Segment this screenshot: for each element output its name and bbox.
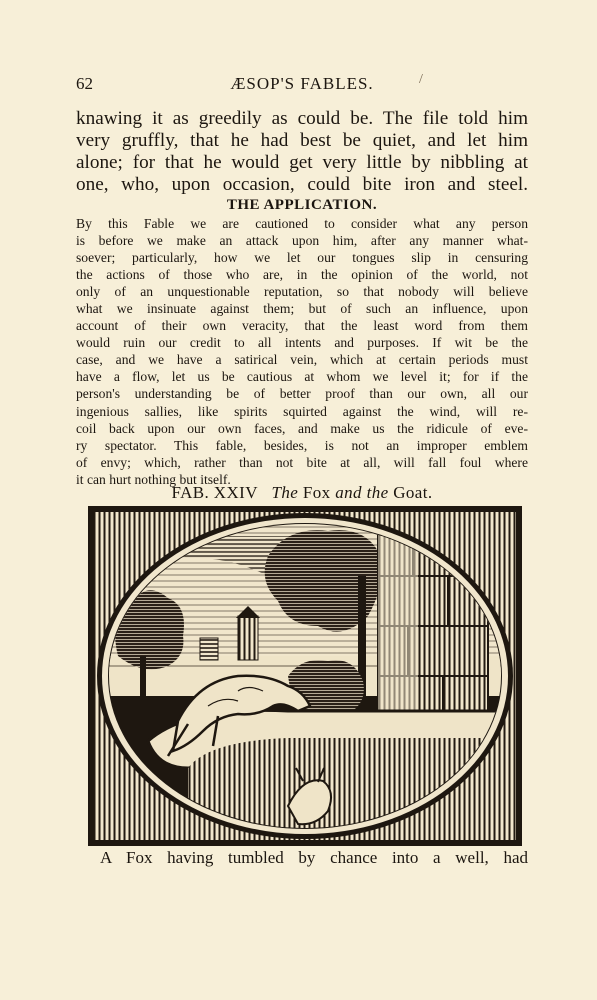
text-line: ingenious sallies, like spirits squirted against the wind, will re- [76, 403, 528, 419]
text-line: the actions of those who are, in the opinion of the world, not [76, 267, 528, 283]
text-line: of envy; which, rather than not bite at all, will fall foul where [76, 454, 528, 470]
fable-title-the: The [271, 483, 299, 502]
application-heading: THE APPLICATION. [226, 197, 378, 213]
text-line: ry spectator. This fable, besides, is not an improper emblem [76, 437, 528, 453]
fable-title-and-the: and the [335, 483, 389, 502]
ink-mark: / [419, 72, 423, 87]
text-line: person's understanding be of better proof than our own, all our [76, 386, 528, 402]
text-line: soever; particularly, how we let our tongues slip in censuring [76, 250, 528, 266]
text-line: one, who, upon occasion, could bite iron and steel. [76, 174, 528, 195]
text-line: only of an unquestionable reputation, so that nobody will believe [76, 284, 528, 300]
fable-title-fox: Fox [302, 483, 331, 502]
text-line: what we insinuate against them; but of such an influence, upon [76, 301, 528, 317]
opening-paragraph [76, 108, 528, 196]
text-line: have a flow, let us be cautious at whom we level it; for if the [76, 369, 528, 385]
text-line: By this Fable we are cautioned to consider what any person [76, 216, 528, 231]
text-line: alone; for that he would get very little by nibbling at [76, 152, 528, 173]
body-text [76, 108, 528, 488]
text-line: knawing it as greedily as could be. The file told him [76, 108, 528, 129]
woodcut-illustration [88, 506, 522, 846]
text-line: account of their own veracity, that the least word from them [76, 318, 528, 334]
text-line: is before we make an attack upon him, after any manner what- [76, 233, 528, 249]
page-header [76, 74, 528, 96]
text-line: it can hurt nothing but itself. [76, 471, 231, 487]
text-line: case, and we have a satirical vein, which at certain periods must [76, 352, 528, 368]
text-line: coil back upon our own faces, and make us the ridicule of eve- [76, 420, 528, 436]
text-line: very gruffly, that he had best be quiet, and let him [76, 130, 528, 151]
text-line: would ruin our credit to all intents and purposes. If wit be the [76, 335, 528, 351]
fable-title [76, 483, 528, 503]
application-paragraph [76, 215, 528, 488]
fable-title-goat: Goat. [393, 483, 433, 502]
fable-number: FAB. XXIV [171, 483, 258, 502]
caption-line [100, 848, 528, 868]
running-head: ÆSOP'S FABLES. [230, 74, 374, 93]
page-number: 62 [76, 74, 93, 93]
text-line: A Fox having tumbled by chance into a well, had [100, 848, 528, 867]
